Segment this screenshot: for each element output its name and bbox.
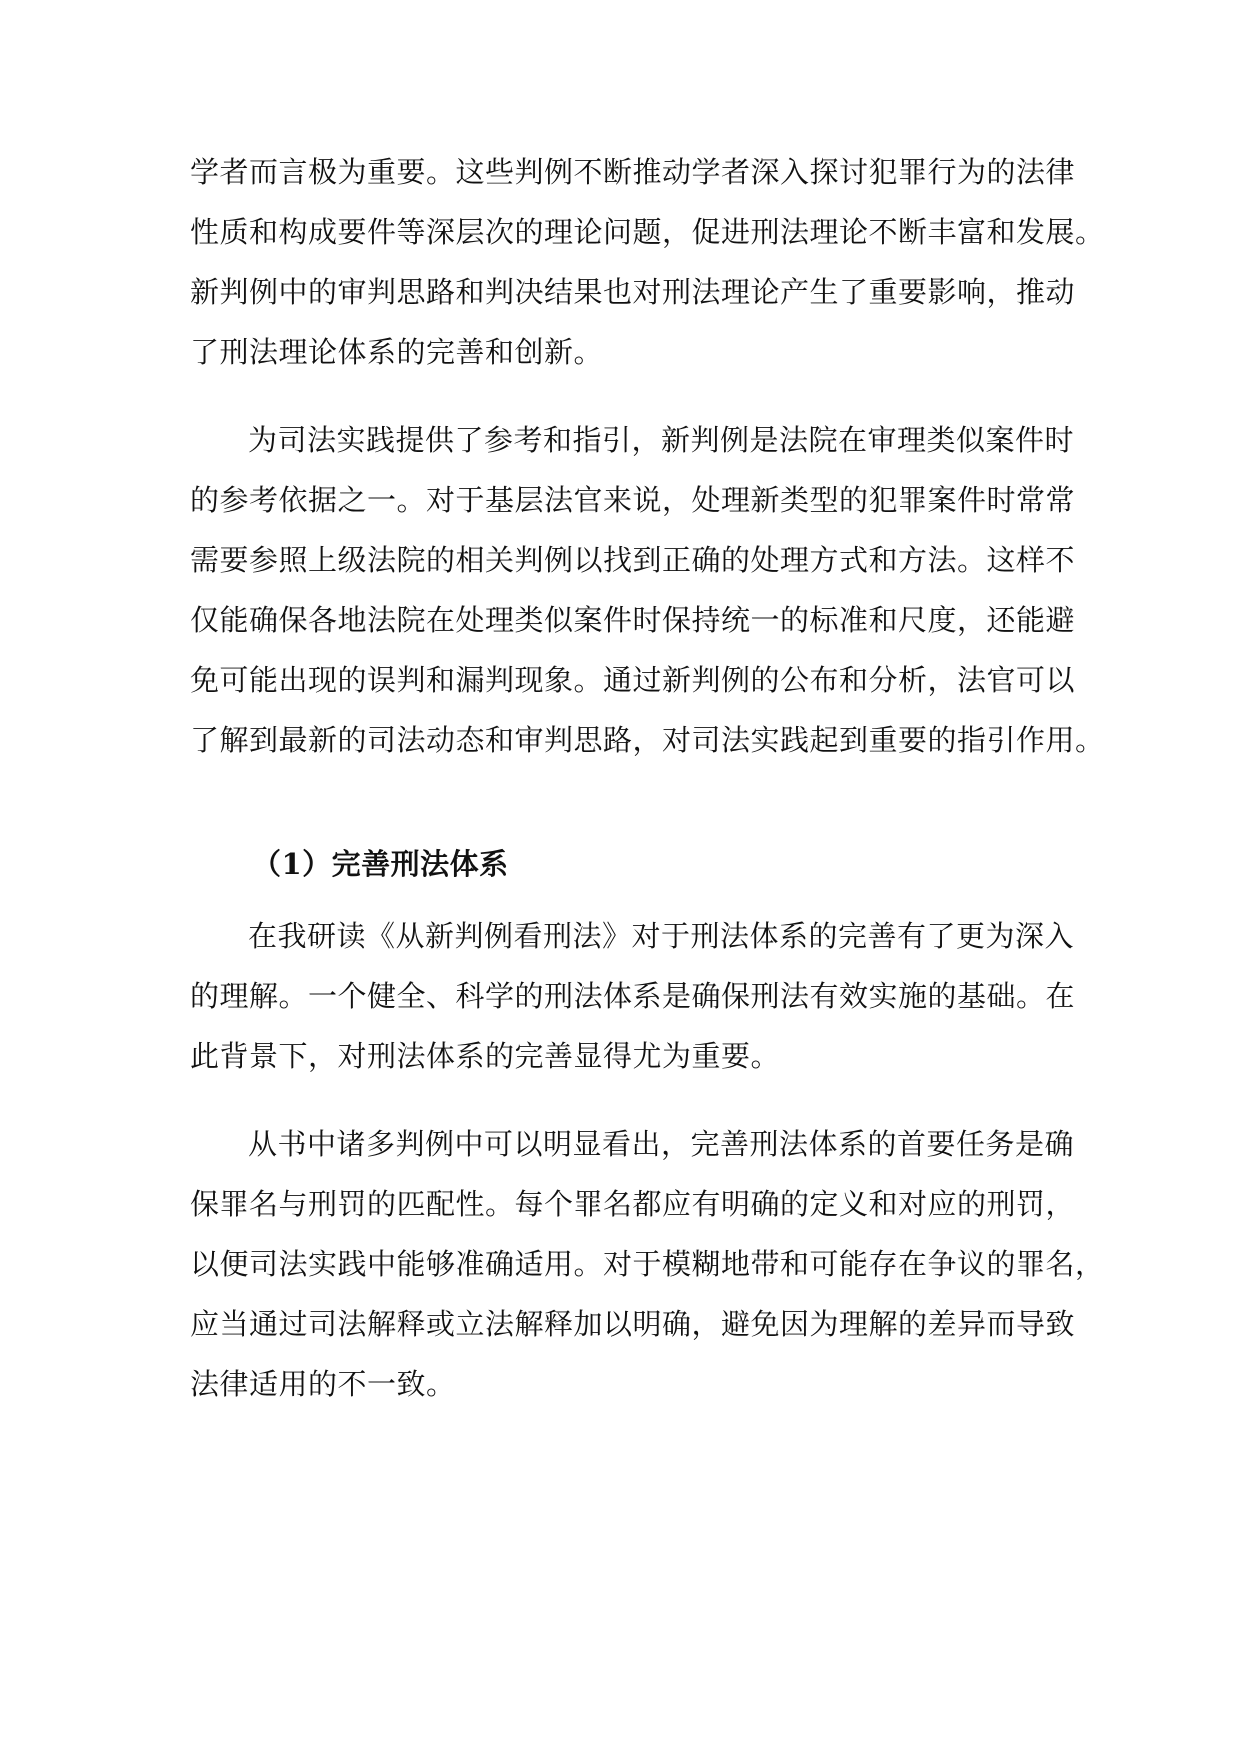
text-line: 从书中诸多判例中可以明显看出，完善刑法体系的首要任务是确 (248, 1127, 1075, 1161)
section-paragraph-2 (190, 1114, 1105, 1414)
text-line: 学者而言极为重要。这些判例不断推动学者深入探讨犯罪行为的法律 (190, 155, 1076, 189)
section-heading: （1）完善刑法体系 (252, 847, 509, 881)
text-line: 需要参照上级法院的相关判例以找到正确的处理方式和方法。这样不 (190, 543, 1076, 577)
text-line: 仅能确保各地法院在处理类似案件时保持统一的标准和尺度，还能避 (190, 603, 1076, 637)
text-line: 的参考依据之一。对于基层法官来说，处理新类型的犯罪案件时常常 (190, 483, 1076, 517)
text-line: 了解到最新的司法动态和审判思路，对司法实践起到重要的指引作用。 (190, 723, 1105, 757)
text-line: 新判例中的审判思路和判决结果也对刑法理论产生了重要影响，推动 (190, 275, 1076, 309)
text-line: 保罪名与刑罚的匹配性。每个罪名都应有明确的定义和对应的刑罚， (190, 1187, 1076, 1221)
text-line: 性质和构成要件等深层次的理论问题，促进刑法理论不断丰富和发展。 (190, 215, 1105, 249)
section-heading-block (190, 834, 1090, 894)
text-line: 了刑法理论体系的完善和创新。 (190, 335, 604, 369)
document-page (190, 142, 1105, 1414)
paragraph-2 (190, 410, 1105, 770)
text-line: 免可能出现的误判和漏判现象。通过新判例的公布和分析，法官可以 (190, 663, 1076, 697)
text-line: 法律适用的不一致。 (190, 1367, 456, 1401)
text-line: 为司法实践提供了参考和指引，新判例是法院在审理类似案件时 (248, 423, 1075, 457)
paragraph-1 (190, 142, 1105, 382)
section-paragraph-1 (190, 906, 1090, 1086)
text-line: 此背景下，对刑法体系的完善显得尤为重要。 (190, 1039, 781, 1073)
text-line: 的理解。一个健全、科学的刑法体系是确保刑法有效实施的基础。在 (190, 979, 1076, 1013)
text-line: 在我研读《从新判例看刑法》对于刑法体系的完善有了更为深入 (248, 919, 1075, 953)
text-line: 应当通过司法解释或立法解释加以明确，避免因为理解的差异而导致 (190, 1307, 1076, 1341)
text-line: 以便司法实践中能够准确适用。对于模糊地带和可能存在争议的罪名， (190, 1247, 1105, 1281)
